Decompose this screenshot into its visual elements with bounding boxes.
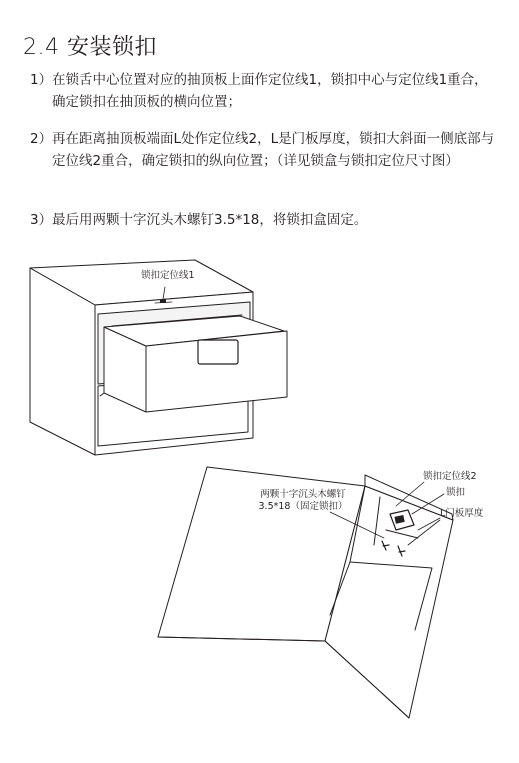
label-door-thickness: L门板厚度	[440, 508, 484, 519]
label-screws-line-1: 两颗十字沉头木螺钉	[260, 489, 346, 500]
step-number: 1）	[30, 72, 53, 88]
lock-box	[198, 340, 238, 364]
step-number: 2）	[30, 131, 53, 147]
nightstand-drawing	[30, 260, 287, 455]
label-screws	[246, 489, 360, 513]
step-text: 在锁舌中心位置对应的抽顶板上面作定位线1，锁扣中心与定位线1重合，确定锁扣在抽顶板的横向位置；	[52, 72, 488, 110]
label-screws-line-2: 3.5*18（固定锁扣）	[258, 501, 348, 512]
label-locating-line-1: 锁扣定位线1	[141, 270, 195, 281]
step-text: 最后用两颗十字沉头木螺钉3.5*18，将锁扣盒固定。	[52, 212, 368, 228]
step-text: 再在距离抽顶板端面L处作定位线2，L是门板厚度，锁扣大斜面一侧底部与定位线2重合，确定锁扣的纵向位置；（详见锁盒与锁扣定位尺寸图）	[52, 131, 495, 169]
label-catch: 锁扣	[446, 487, 466, 498]
step-number: 3）	[30, 212, 53, 228]
section-title: 2.4 安装锁扣	[23, 35, 157, 60]
label-locating-line-2: 锁扣定位线2	[423, 471, 477, 482]
